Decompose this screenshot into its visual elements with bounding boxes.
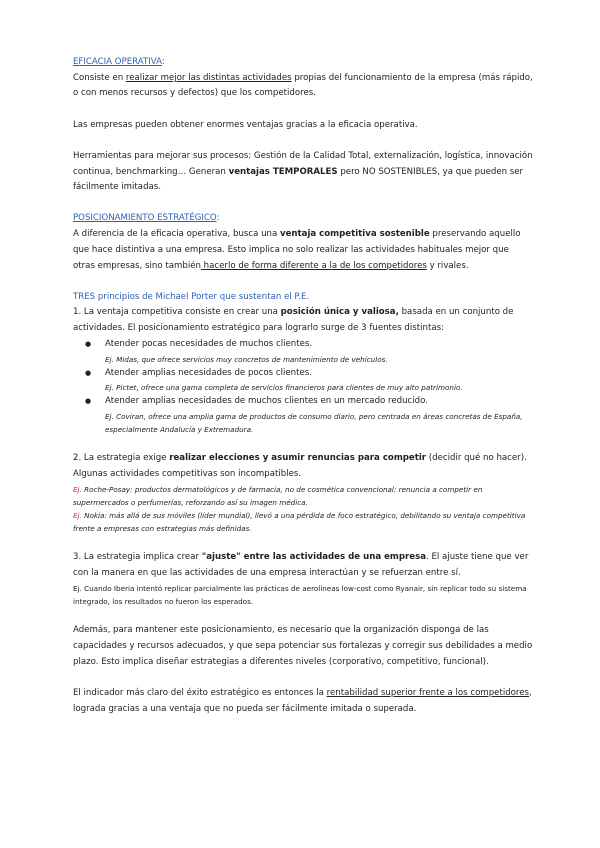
section-heading-principios: TRES principios de Michael Porter que sustentan el P.E. — [73, 291, 310, 302]
paragraph: Las empresas pueden obtener enormes ventajas gracias a la eficacia operativa. — [73, 119, 418, 130]
example-text: Ej. Cuando Iberia intentó replicar parcialmente las prácticas de aerolíneas low-cost como Ryanair, sin replicar todo su sistema integrado, los resultados no fueron los esperados. — [73, 583, 527, 606]
document-page — [73, 55, 533, 717]
paragraph: El indicador más claro del éxito estratégico es entonces la rentabilidad superior frente a los competidores, lograda gracias a una ventaja que no pueda ser fácilmente imitada o superada. — [73, 687, 532, 714]
section-heading-posicionamiento: POSICIONAMIENTO ESTRATÉGICO: — [73, 213, 220, 224]
example-text: Ej. Roche-Posay: productos dermatológicos y de farmacia, no de cosmética convencional: renuncia a competir en supermercados o perfumerías, reforzando así su imagen médica. — [73, 484, 483, 507]
example-text: Ej. Pictet, ofrece una gama completa de servicios financieros para clientes de muy alto patrimonio. — [105, 383, 463, 393]
list-item: ● Atender pocas necesidades de muchos clientes. Ej. Midas, que ofrece servicios muy concretos de mantenimiento de vehículos. — [85, 337, 533, 366]
bullet-list — [73, 337, 533, 436]
paragraph: 1. La ventaja competitiva consiste en crear una posición única y valiosa, basada en un conjunto de actividades. El posicionamiento estratégico para lograrlo surge de 3 fuentes distintas: — [73, 307, 514, 334]
list-item: ● Atender amplias necesidades de pocos clientes. Ej. Pictet, ofrece una gama completa de servicios financieros para clientes de muy alto patrimonio. — [85, 366, 533, 395]
section-heading-eficacia: EFICACIA OPERATIVA: — [73, 57, 165, 67]
paragraph: Herramientas para mejorar sus procesos: Gestión de la Calidad Total, externalización, logística, innovación continua, benchmarking… Generan ventajas TEMPORALES pero NO SOSTENIBLES, ya que pueden ser fácilmente imitadas. — [73, 150, 533, 193]
paragraph: A diferencia de la eficacia operativa, busca una ventaja competitiva sostenible preservando aquello que hace distintiva a una empresa. Esto implica no solo realizar las actividades habituales mejor que otras empresas, sino también hacerlo de forma diferente a la de los competidores y rivales. — [73, 229, 521, 271]
paragraph: Consiste en realizar mejor las distintas actividades propias del funcionamiento de la empresa (más rápido, o con menos recursos y defectos) que los competidores. — [73, 72, 533, 99]
example-text: Ej. Midas, que ofrece servicios muy concretos de mantenimiento de vehículos. — [105, 354, 388, 364]
paragraph: Además, para mantener este posicionamiento, es necesario que la organización disponga de las capacidades y recursos adecuados, y que sepa potenciar sus fortalezas y corregir sus debilidades a medio plazo. Esto implica diseñar estrategias a diferentes niveles (corporativo, competitivo, funcional). — [73, 625, 533, 667]
example-text: Ej. Coviran, ofrece una amplia gama de productos de consumo diario, pero centrada en áreas concretas de España, especialmente Andalucía y Extremadura. — [105, 411, 523, 434]
paragraph: 3. La estrategia implica crear "ajuste" entre las actividades de una empresa. El ajuste tiene que ver con la manera en que las actividades de una empresa interactúan y se refuerzan entre sí. — [73, 552, 529, 579]
example-text: Ej. Nokia: más allá de sus móviles (líder mundial), llevó a una pérdida de foco estratégico, debilitando su ventaja competitiva frente a empresas con estrategias más definidas. — [73, 510, 526, 533]
paragraph: 2. La estrategia exige realizar elecciones y asumir renuncias para competir (decidir qué no hacer). Algunas actividades competitivas son incompatibles. — [73, 453, 527, 480]
list-item: ● Atender amplias necesidades de muchos clientes en un mercado reducido. Ej. Coviran, ofrece una amplia gama de productos de consumo diario, pero centrada en áreas concretas de España, especialmente Andalucía y Extremadura. — [85, 394, 533, 436]
